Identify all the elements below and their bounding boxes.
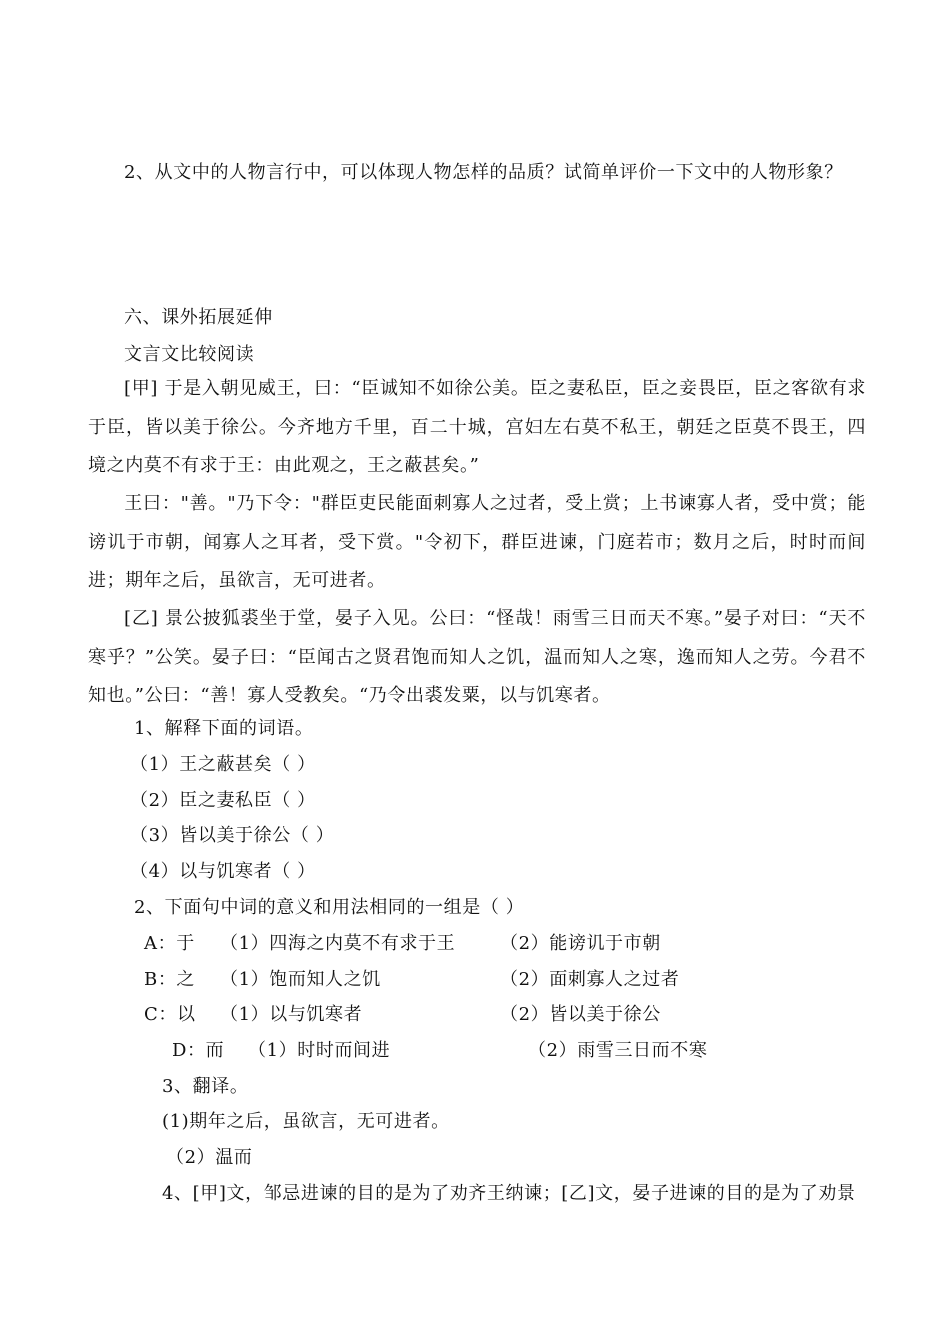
option-a-first: （1）四海之内莫不有求于王 <box>220 933 456 954</box>
passage-yi-text: [乙] 景公披狐裘坐于堂，晏子入见。公曰：“怪哉！雨雪三日而天不寒。”晏子对曰：“天不寒乎？”公笑。晏子曰：“臣闻古之贤君饱而知人之饥，温而知人之寒，逸而知人之劳。今君不知也。”公曰：“善！寡人受教矣。“乃令出裘发粟，以与饥寒者。 <box>88 608 866 706</box>
exercise-3-item-1: (1)期年之后，虽欲言，无可进者。 <box>162 1111 450 1132</box>
option-c-letter: C：以 <box>144 1004 196 1025</box>
option-b-first: （1）饱而知人之饥 <box>220 969 381 990</box>
exercise-2-title: 2、下面句中词的意义和用法相同的一组是（ ） <box>134 897 525 918</box>
option-d-second: （2）雨雪三日而不寒 <box>528 1040 708 1061</box>
exercise-3-title: 3、翻译。 <box>162 1076 249 1097</box>
passage-yi-paragraph <box>88 600 866 716</box>
exercise-4: 4、[甲]文，邹忌进谏的目的是为了劝齐王纳谏；[乙]文，晏子进谏的目的是为了劝景 <box>162 1183 856 1204</box>
section-heading: 六、课外拓展延伸 <box>124 307 273 328</box>
passage-jia-paragraph-1 <box>88 370 866 486</box>
passage-jia-text-2: 王曰："善。"乃下令："群臣吏民能面刺寡人之过者，受上赏；上书谏寡人者，受中赏；能谤讥于市朝，闻寡人之耳者，受下赏。"令初下，群臣进谏，门庭若市；数月之后，时时而间进；期年之后，虽欲言，无可进者。 <box>88 493 866 591</box>
option-a-second: （2）能谤讥于市朝 <box>500 933 661 954</box>
option-c-first: （1）以与饥寒者 <box>220 1004 363 1025</box>
option-c-second: （2）皆以美于徐公 <box>500 1004 661 1025</box>
option-b-letter: B：之 <box>144 969 196 990</box>
exercise-1-item-3: （3）皆以美于徐公（ ） <box>130 825 335 846</box>
passage-jia-paragraph-2 <box>88 485 866 601</box>
passage-jia-text-1: [甲] 于是入朝见威王，曰：“臣诚知不如徐公美。臣之妻私臣，臣之妾畏臣，臣之客欲有求于臣，皆以美于徐公。今齐地方千里，百二十城，宫妇左右莫不私王，朝廷之臣莫不畏王，四境之内莫不有求于王：由此观之，王之蔽甚矣。” <box>88 378 866 476</box>
option-a-letter: A：于 <box>144 933 195 954</box>
option-d-first: （1）时时而间进 <box>248 1040 391 1061</box>
option-d-letter: D：而 <box>172 1040 225 1061</box>
option-b-second: （2）面刺寡人之过者 <box>500 969 680 990</box>
exercise-1-item-1: （1）王之蔽甚矣（ ） <box>130 754 316 775</box>
exercise-1-item-4: （4）以与饥寒者（ ） <box>130 861 316 882</box>
section-subheading: 文言文比较阅读 <box>124 344 255 365</box>
exercise-1-title: 1、解释下面的词语。 <box>134 718 314 739</box>
exercise-1-item-2: （2）臣之妻私臣（ ） <box>130 790 316 811</box>
question-2: 2、从文中的人物言行中，可以体现人物怎样的品质？试简单评价一下文中的人物形象？ <box>124 162 843 183</box>
exercise-3-item-2: （2）温而 <box>166 1147 253 1168</box>
